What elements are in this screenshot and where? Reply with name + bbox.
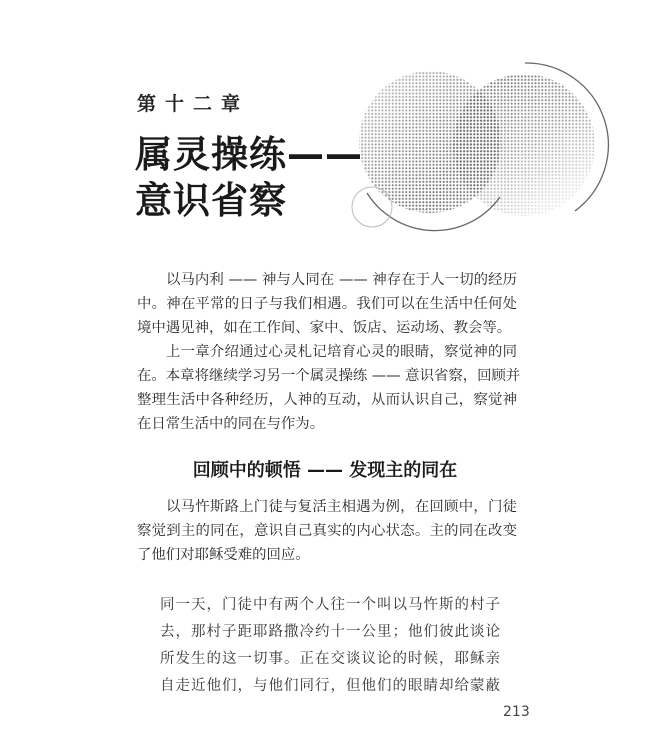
text-line: 境中遇见神，如在工作间、家中、饭店、运动场、教会等。	[137, 320, 512, 336]
text-line: 中。神在平常的日子与我们相遇。我们可以在生活中任何处	[137, 296, 517, 312]
page-number: 213	[503, 704, 530, 720]
intro-paragraph-2	[137, 340, 521, 436]
chapter-label: 第十二章	[137, 93, 250, 115]
text-line: 整理生活中各种经历，人神的互动，从而认识自己，察觉神	[137, 392, 517, 408]
text-line: 自走近他们，与他们同行，但他们的眼睛却给蒙蔽	[160, 678, 500, 694]
section-heading: 回顾中的顿悟 —— 发现主的同在	[192, 460, 458, 481]
intro-paragraph-1	[137, 268, 517, 340]
section-paragraph	[137, 495, 517, 567]
text-line: 以马忤斯路上门徒与复活主相遇为例，在回顾中，门徒	[166, 499, 517, 515]
text-line: 察觉到主的同在，意识自己真实的内心状态。主的同在改变	[137, 523, 517, 539]
text-line: 同一天，门徒中有两个人往一个叫以马忤斯的村子	[160, 597, 500, 613]
chapter-title-line1: 属灵操练——	[135, 133, 363, 176]
text-line: 上一章介绍通过心灵札记培育心灵的眼睛，察觉神的同	[166, 344, 517, 360]
text-line: 以马内利 —— 神与人同在 —— 神存在于人一切的经历	[166, 272, 517, 288]
text-line: 所发生的这一切事。正在交谈议论的时候，耶稣亲	[160, 651, 500, 667]
text-line: 去，那村子距耶路撒冷约十一公里；他们彼此谈论	[160, 624, 500, 640]
chapter-title-line2: 意识省察	[135, 179, 287, 222]
scripture-quote	[160, 592, 500, 700]
text-line: 在。本章将继续学习另一个属灵操练 —— 意识省察，回顾并	[137, 368, 521, 384]
text-line: 了他们对耶稣受难的回应。	[137, 547, 310, 563]
text-line: 在日常生活中的同在与作为。	[137, 416, 325, 432]
